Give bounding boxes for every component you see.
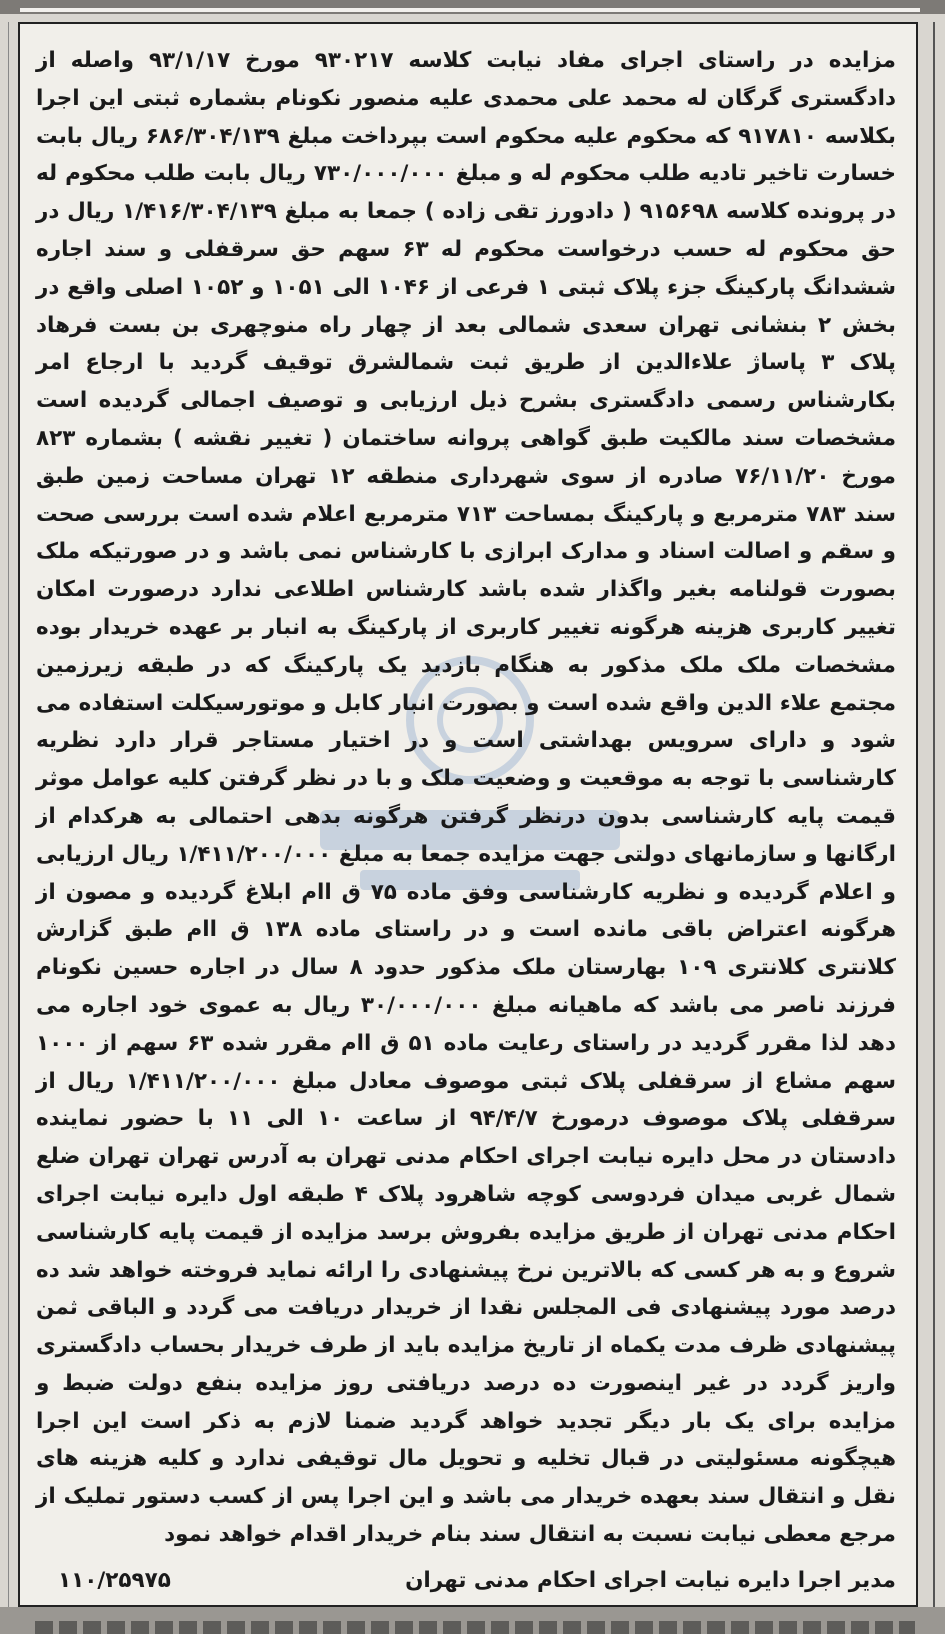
column-divider-right — [933, 22, 935, 1607]
notice-reference-number: ۱۱۰/۲۵۹۷۵ — [58, 1568, 171, 1593]
scan-top-edge — [0, 0, 945, 14]
issuing-authority-signature: مدیر اجرا دایره نیابت اجرای احکام مدنی تهران — [405, 1568, 896, 1593]
notice-footer — [36, 1568, 896, 1602]
scan-bottom-edge — [0, 1607, 945, 1634]
column-divider-left — [8, 22, 9, 1607]
auction-notice-text: مزایده در راستای اجرای مفاد نیابت کلاسه ۹۳۰۲۱۷ مورخ ۹۳/۱/۱۷ واصله از دادگستری گرگان له محمد علی محمدی علیه منصور نکونام بشماره ثبتی این اجرا بکلاسه ۹۱۷۸۱۰ که محکوم علیه محکوم است بپرداخت مبلغ ۶۸۶/۳۰۴/۱۳۹ ریال بابت خسارت تاخیر تادیه طلب محکوم له و مبلغ ۷۳۰/۰۰۰/۰۰۰ ریال بابت طلب محکوم له در پرونده کلاسه ۹۱۵۶۹۸ ( دادورز تقی زاده ) جمعا به مبلغ ۱/۴۱۶/۳۰۴/۱۳۹ ریال در حق محکوم له حسب درخواست محکوم له ۶۳ سهم حق سرقفلی و سند اجاره ششدانگ پارکینگ جزء پلاک ثبتی ۱ فرعی از ۱۰۴۶ الی ۱۰۵۱ و ۱۰۵۲ اصلی واقع در بخش ۲ بنشانی تهران سعدی شمالی بعد از چهار راه منوچهری بن بست فرهاد پلاک ۳ پاساژ علاءالدین از طریق ثبت شمالشرق توقیف گردید با ارجاع امر بکارشناس رسمی دادگستری بشرح ذیل ارزیابی و توصیف اجمالی گردیده است مشخصات سند مالکیت طبق گواهی پروانه ساختمان ( تغییر نقشه ) بشماره ۸۲۳ مورخ ۷۶/۱۱/۲۰ صادره از سوی شهرداری منطقه ۱۲ تهران مساحت زمین طبق سند ۷۸۳ مترمربع و پارکینگ بمساحت ۷۱۳ مترمربع اعلام شده است بررسی صحت و سقم و اصالت اسناد و مدارک ابرازی با کارشناس نمی باشد و در صورتیکه ملک بصورت قولنامه بغیر واگذار شده باشد کارشناس اطلاعی ندارد درصورت امکان تغییر کاربری هزینه هرگونه تغییر کاربری از پارکینگ به انبار بر عهده خریدار بوده مشخصات ملک ملک مذکور به هنگام بازدید یک پارکینگ که در طبقه زیرزمین مجتمع علاء الدین واقع شده است و بصورت انبار کابل و موتورسیکلت استفاده می شود و دارای سرویس بهداشتی است و در اختیار مستاجر قرار دارد نظریه کارشناسی با توجه به موقعیت و وضعیت ملک و با در نظر گرفتن کلیه عوامل موثر قیمت پایه کارشناسی بدون درنظر گرفتن هرگونه بدهی احتمالی به هرکدام از ارگانها و سازمانهای دولتی جهت مزایده جمعا به مبلغ ۱/۴۱۱/۲۰۰/۰۰۰ ریال ارزیابی و اعلام گردیده و نظریه کارشناسی وفق ماده ۷۵ ق اام ابلاغ گردیده و مصون از هرگونه اعتراض باقی مانده است و در راستای ماده ۱۳۸ ق اام طبق گزارش کلانتری کلانتری ۱۰۹ بهارستان ملک مذکور حدود ۸ سال در اجاره حسین نکونام فرزند ناصر می باشد که ماهیانه مبلغ ۳۰/۰۰۰/۰۰۰ ریال به عموی خود اجاره می دهد لذا مقرر گردید در راستای رعایت ماده ۵۱ ق اام مقرر شده ۶۳ سهم از ۱۰۰۰ سهم مشاع از سرقفلی پلاک ثبتی موصوف معادل مبلغ ۱/۴۱۱/۲۰۰/۰۰۰ ریال از سرقفلی پلاک موصوف درمورخ ۹۴/۴/۷ از ساعت ۱۰ الی ۱۱ با حضور نماینده دادستان در محل دایره نیابت اجرای احکام مدنی تهران به آدرس تهران تهران ضلع شمال غربی میدان فردوسی کوچه شاهرود پلاک ۴ طبقه اول دایره نیابت اجرای احکام مدنی تهران از طریق مزایده بفروش برسد مزایده از قیمت پایه کارشناسی شروع و به هر کسی که بالاترین نرخ پیشنهادی را ارائه نماید فروخته خواهد شد ده درصد مورد پیشنهادی فی المجلس نقدا از خریدار دریافت می گردد و الباقی ثمن پیشنهادی ظرف مدت یکماه از تاریخ مزایده باید از طرف خریدار بحساب دادگستری واریز گردد در غیر اینصورت ده درصد دریافتی روز مزایده بنفع دولت ضبط و مزایده برای یک بار دیگر تجدید خواهد گردید ضمنا لازم به ذکر است این اجرا هیچگونه مسئولیتی در قبال تخلیه و تحویل مال توقیفی ندارد و کلیه هزینه های نقل و انتقال سند بعهده خریدار می باشد و این اجرا پس از کسب دستور تملیک از مرجع معطی نیابت نسبت به انتقال سند بنام خریدار اقدام خواهد نمود — [36, 48, 897, 1548]
cut-off-next-notice-line — [35, 1621, 915, 1634]
scan-top-paper-edge — [20, 8, 920, 12]
